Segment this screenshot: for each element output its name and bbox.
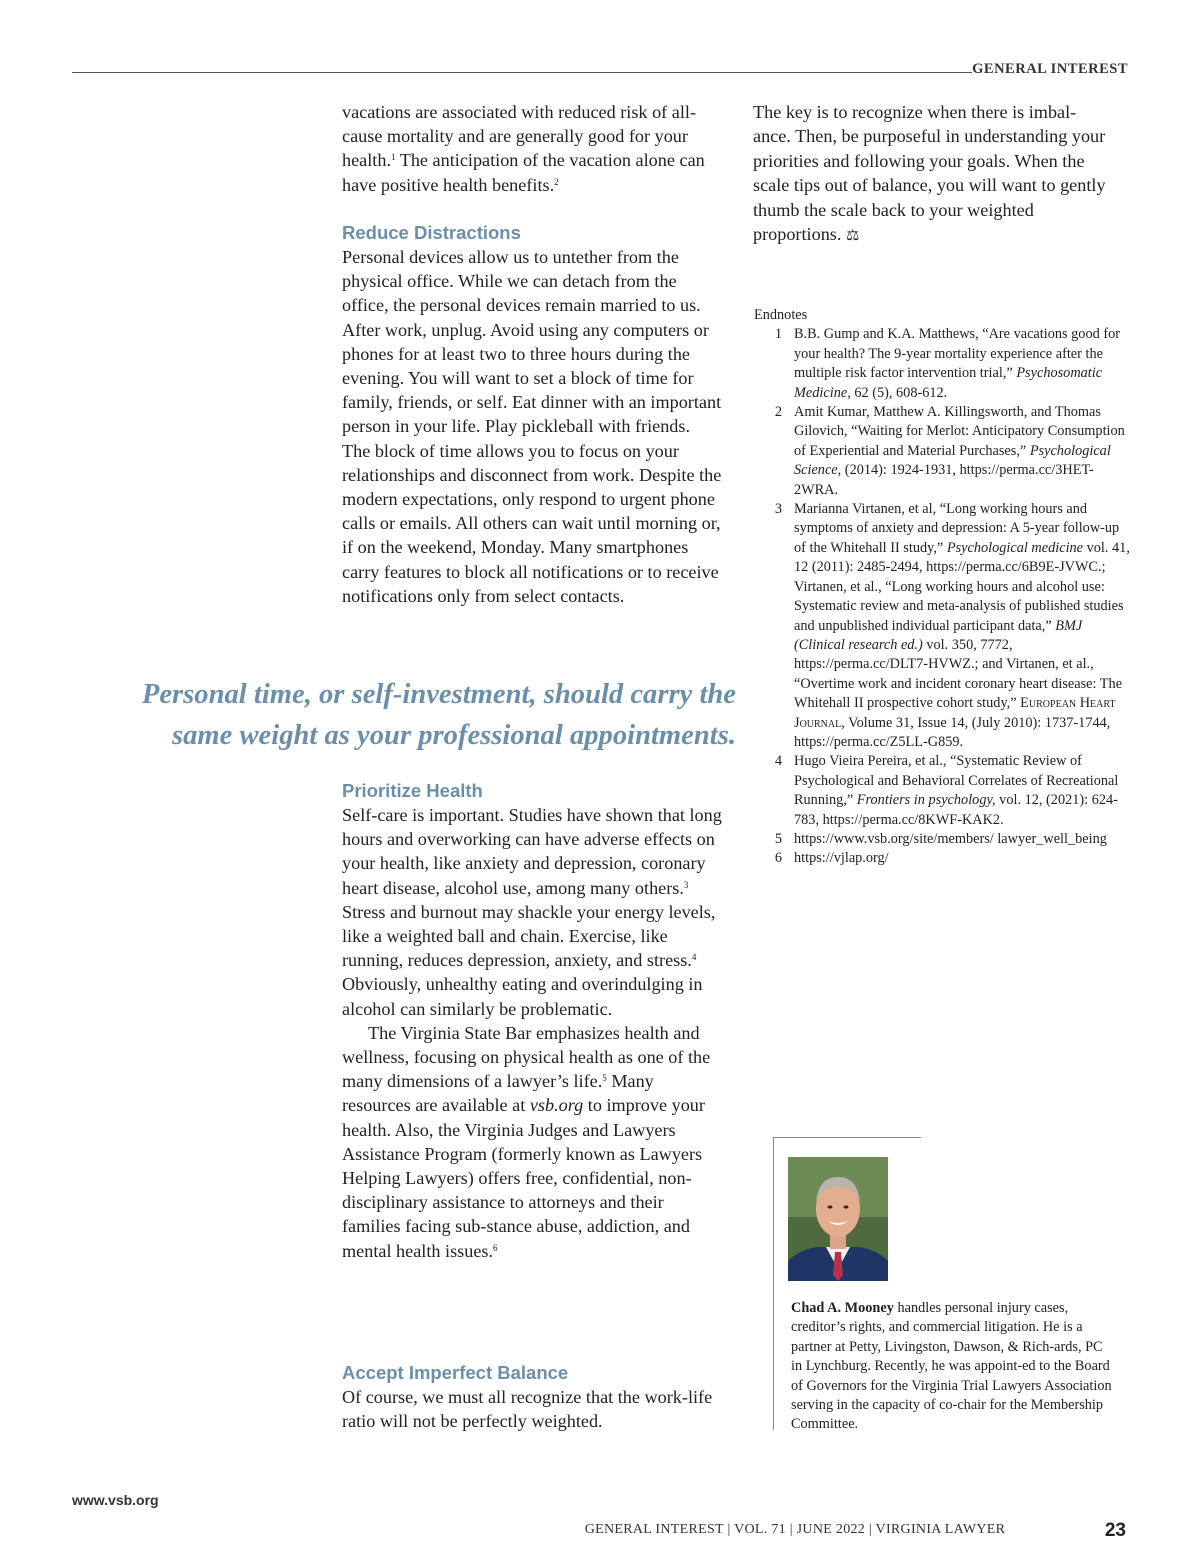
endnote-item	[754, 830, 1134, 849]
vsb-paragraph: The Virginia State Bar emphasizes health and wellness, focusing on physical health as one of the many dimensions of a lawyer’s life.$^5$ Many resources are available at vsb.org to improve your health. Also, the Virginia Judges and Lawyers Assistance Program (formerly known as Lawyers Helping Lawyers) offers free, confidential, non-disciplinary assistance to attorneys and their families facing sub-stance abuse, addiction, and mental health issues.$^6$	[342, 1022, 711, 1261]
scale-end-mark-icon: ⚖	[845, 226, 860, 245]
endnote-item	[754, 849, 1134, 868]
endnotes	[754, 306, 1134, 869]
bio-box-left-rule	[773, 1138, 774, 1430]
endnote-number: 3	[774, 501, 782, 518]
subhead-prioritize-health: Prioritize Health	[342, 780, 483, 801]
bio-box-top-rule	[773, 1137, 921, 1138]
author-portrait-illustration	[788, 1157, 888, 1281]
endnote-number: 6	[774, 850, 782, 867]
section-header: GENERAL INTEREST	[972, 61, 1128, 77]
pull-quote	[100, 674, 736, 756]
subhead-reduce-distractions: Reduce Distractions	[342, 222, 521, 243]
subhead-accept-imperfect-balance: Accept Imperfect Balance	[342, 1362, 569, 1383]
endnote-number: 4	[774, 753, 782, 770]
footnote-ref-6[interactable]: 6	[493, 1242, 498, 1253]
endnote-item: 1 B.B. Gump and K.A. Matthews, “Are vacations good for your health? The 9-year mortality experience after the multiple risk factor intervention trial,” Psychosomatic Medicine, 62 (5), 608-612.	[754, 325, 1134, 403]
page-number: 23	[1104, 1520, 1126, 1541]
footnote-ref-4[interactable]: 4	[691, 952, 697, 963]
footnote-ref-2[interactable]: 2	[554, 176, 559, 187]
endnote-number: 5	[774, 830, 782, 847]
endnote-number: 1	[774, 326, 782, 343]
vsb-link[interactable]: vsb.org	[529, 1095, 584, 1116]
author-bio-text: handles personal injury cases, creditor’s rights, and commercial litigation. He is a partner at Petty, Livingston, Dawson, & Rich-ards, PC in Lynchburg. Recently, he was appoint-ed to the Board of Governors for the Virginia Trial Lawyers Association serving in the capacity of co-chair for the Membership Committee.	[791, 1300, 1112, 1433]
key-paragraph: The key is to recognize when there is imbal-ance. Then, be purposeful in understanding your priorities and following your goals. When the scale tips out of balance, you will want to gently thumb the scale back to your weighted proportions. ⚖	[753, 102, 1106, 245]
footnote-ref-5[interactable]: 5	[602, 1073, 607, 1084]
author-bio	[791, 1299, 1116, 1435]
endnote-item: 3 Marianna Virtanen, et al, “Long working hours and symptoms of anxiety and depression: A 5-year follow-up of the Whitehall II study,” Psychological medicine vol. 41, 12 (2011): 2485-2494, https://perma.cc/6B9E-JVWC.; Virtanen, et al., “Long working hours and alcohol use: Systematic review and meta-analysis of published studies and unpublished individual participant data,” BMJ (Clinical research ed.) vol. 350, 7772, https://perma.cc/DLT7-HVWZ.; and Virtanen, et al., “Overtime work and incident coronary heart disease: The Whitehall II prospective cohort study,” European Heart Journal, Volume 31, Issue 14, (July 2010): 1737-1744, https://perma.cc/Z5LL-G859.	[754, 500, 1134, 752]
endnote-link[interactable]: https://vjlap.org/	[794, 850, 889, 867]
distractions-paragraph: Personal devices allow us to untether from the physical office. While we can detach from the office, the personal devices remain married to us. After work, unplug. Avoid using any computers or phones for at least two to three hours during the evening. You will want to set a block of time for family, friends, or self. Eat dinner with an important person in your life. Play pickleball with friends. The block of time allows you to focus on your relationships and disconnect from work. Despite the modern expectations, only respond to urgent phone calls or emails. All others can wait until morning or, if on the weekend, Monday. Many smartphones carry features to block all notifications or to receive notifications only from select contacts.	[342, 247, 722, 606]
pull-quote-line-2: same weight as your professional appointments.	[171, 720, 736, 751]
section-reduce-distractions	[342, 221, 722, 608]
endnote-item: 2 Amit Kumar, Matthew A. Killingsworth, and Thomas Gilovich, “Waiting for Merlot: Anticipatory Consumption of Experiential and Material Purchases,” Psychological Science, (2014): 1924-1931, https://perma.cc/3HET-2WRA.	[754, 403, 1134, 500]
endnotes-title: Endnotes	[754, 307, 808, 323]
author-photo	[788, 1157, 888, 1281]
header-rule	[72, 72, 972, 73]
intro-paragraph: vacations are associated with reduced risk of all-cause mortality and are generally good for your health.$^1$ The anticipation of the vacation alone can have positive health benefits.$^2$	[342, 102, 705, 195]
footnote-ref-3[interactable]: 3	[683, 879, 689, 890]
section-prioritize-health	[342, 779, 722, 1263]
endnote-item: 4 Hugo Vieira Pereira, et al., “Systematic Review of Psychological and Behavioral Correlates of Recreational Running,” Frontiers in psychology, vol. 12, (2021): 624-783, https://perma.cc/8KWF-KAK2.	[754, 752, 1134, 830]
section-accept-imperfect-balance	[342, 1361, 722, 1433]
intro-paragraph-block	[342, 100, 722, 197]
endnote-number: 2	[774, 404, 782, 421]
footer-website-link[interactable]: www.vsb.org	[72, 1492, 159, 1508]
footnote-ref-1[interactable]: 1	[391, 152, 396, 163]
endnote-link[interactable]: https://www.vsb.org/site/members/ lawyer_well_being	[794, 830, 1107, 847]
footer-running-title: GENERAL INTEREST | VOL. 71 | JUNE 2022 | VIRGINIA LAWYER	[584, 1522, 1006, 1537]
health-paragraph: Self-care is important. Studies have shown that long hours and overworking can have adverse effects on your health, like anxiety and depression, coronary heart disease, alcohol use, among many others.$^3$ Stress and burnout may shackle your energy levels, like a weighted ball and chain. Exercise, like running, reduces depression, anxiety, and stress.$^4$ Obviously, unhealthy eating and overindulging in alcohol can similarly be problematic.	[342, 805, 722, 1019]
pull-quote-line-1: Personal time, or self-investment, should carry the	[141, 679, 736, 710]
key-paragraph-block	[753, 100, 1113, 247]
balance-paragraph: Of course, we must all recognize that the work-life ratio will not be perfectly weighted.	[342, 1387, 713, 1432]
author-name: Chad A. Mooney	[791, 1300, 894, 1316]
